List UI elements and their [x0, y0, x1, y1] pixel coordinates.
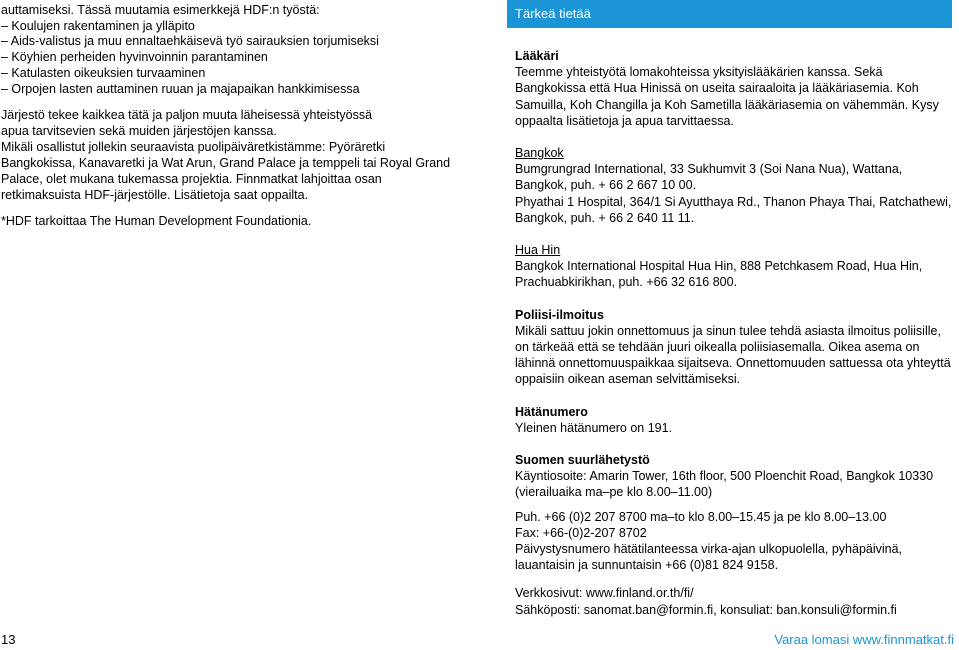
- police-title: Poliisi-ilmoitus: [515, 307, 604, 322]
- footnote: *HDF tarkoittaa The Human Development Foundationia.: [1, 214, 312, 229]
- bangkok-title: Bangkok: [515, 146, 564, 161]
- bangkok-hospital-1: Bumgrungrad International, 33 Sukhumvit 3 (Soi Nana Nua), Wattana, Bangkok, puh. + 66 2 667 10 00.: [515, 162, 903, 193]
- right-column: [507, 0, 952, 618]
- cooperation-paragraph: Järjestö tekee kaikkea tätä ja paljon muuta läheisessä yhteistyössä apua tarvitsevien sekä muiden järjestöjen kanssa.: [1, 108, 373, 139]
- page-number: 13: [1, 632, 16, 647]
- huahin-section: [507, 242, 952, 291]
- embassy-section: [507, 452, 952, 618]
- emergency-text: Yleinen hätänumero on 191.: [515, 420, 673, 435]
- embassy-fax: Fax: +66-(0)2-207 8702: [515, 525, 647, 540]
- huahin-title: Hua Hin: [515, 243, 561, 258]
- project-list: [1, 19, 481, 98]
- doctor-text: Teemme yhteistyötä lomakohteissa yksityislääkärien kanssa. Sekä Bangkokissa että Hua Hinissä on useita sairaaloita ja lääkäriasemia. Koh Samuilla, Koh Changilla ja Koh Sametilla lääkäriasemia on vähemmän. Kysy oppaalta lisätietoja ja apua tarvittaessa.: [515, 65, 939, 128]
- emergency-title: Hätänumero: [515, 404, 588, 419]
- list-item: – Aids-valistus ja muu ennaltaehkäisevä työ sairauksien torjumiseksi: [1, 34, 379, 49]
- embassy-phone: Puh. +66 (0)2 207 8700 ma–to klo 8.00–15.45 ja pe klo 8.00–13.00: [515, 509, 887, 524]
- police-section: [507, 307, 952, 388]
- doctor-section: [507, 48, 952, 129]
- embassy-address: Käyntiosoite: Amarin Tower, 16th floor, 500 Ploenchit Road, Bangkok 10330 (vierailuaika ma–pe klo 8.00–11.00): [515, 469, 934, 500]
- list-item: – Orpojen lasten auttaminen ruuan ja majapaikan hankkimisessa: [1, 81, 360, 96]
- embassy-email[interactable]: Sähköposti: sanomat.ban@formin.fi, konsuliat: ban.konsuli@formin.fi: [515, 602, 897, 617]
- left-column: [1, 3, 481, 229]
- excursion-paragraph: Mikäli osallistut jollekin seuraavista puolipäiväretkistämme: Pyöräretki Bangkokissa, Kanavaretki ja Wat Arun, Grand Palace ja temppeli tai Royal Grand Palace, olet mukana tukemassa projektia. Finnmatkat lahjoittaa osan retkimaksuista HDF-järjestölle. Lisätietoja saat oppailta.: [1, 140, 451, 203]
- list-item: – Koulujen rakentaminen ja ylläpito: [1, 18, 195, 33]
- police-text: Mikäli sattuu jokin onnettomuus ja sinun tulee tehdä asiasta ilmoitus poliisille, on tärkeää että se tehdään juuri oikealla poliisiasemalla. Oikea asema on lähinnä onnettomuuspaikkaa sijaitseva. Onnettomuuden sattuessa ota yhteyttä oppaisiin oikean aseman selvittämiseksi.: [515, 323, 951, 387]
- embassy-web[interactable]: Verkkosivut: www.finland.or.th/fi/: [515, 586, 694, 601]
- finnmatkat-link[interactable]: Varaa lomasi www.finnmatkat.fi: [774, 632, 954, 647]
- emergency-section: [507, 404, 952, 436]
- list-item: – Katulasten oikeuksien turvaaminen: [1, 65, 206, 80]
- bangkok-hospital-2: Phyathai 1 Hospital, 364/1 Si Ayutthaya Rd., Thanon Phaya Thai, Ratchathewi, Bangkok, puh. + 66 2 640 11 11.: [515, 194, 952, 225]
- intro-line: auttamiseksi. Tässä muutamia esimerkkejä HDF:n työstä:: [1, 3, 320, 17]
- bangkok-section: [507, 145, 952, 226]
- embassy-duty: Päivystysnumero hätätilanteessa virka-ajan ulkopuolella, pyhäpäivinä, lauantaisin ja sunnuntaisin +66 (0)81 824 9158.: [515, 542, 903, 573]
- info-header: Tärkeä tietää: [507, 0, 952, 28]
- embassy-title: Suomen suurlähetystö: [515, 453, 650, 468]
- huahin-text: Bangkok International Hospital Hua Hin, 888 Petchkasem Road, Hua Hin, Prachuabkirikhan, puh. +66 32 616 800.: [515, 259, 923, 290]
- list-item: – Köyhien perheiden hyvinvoinnin parantaminen: [1, 50, 268, 65]
- doctor-title: Lääkäri: [515, 49, 559, 63]
